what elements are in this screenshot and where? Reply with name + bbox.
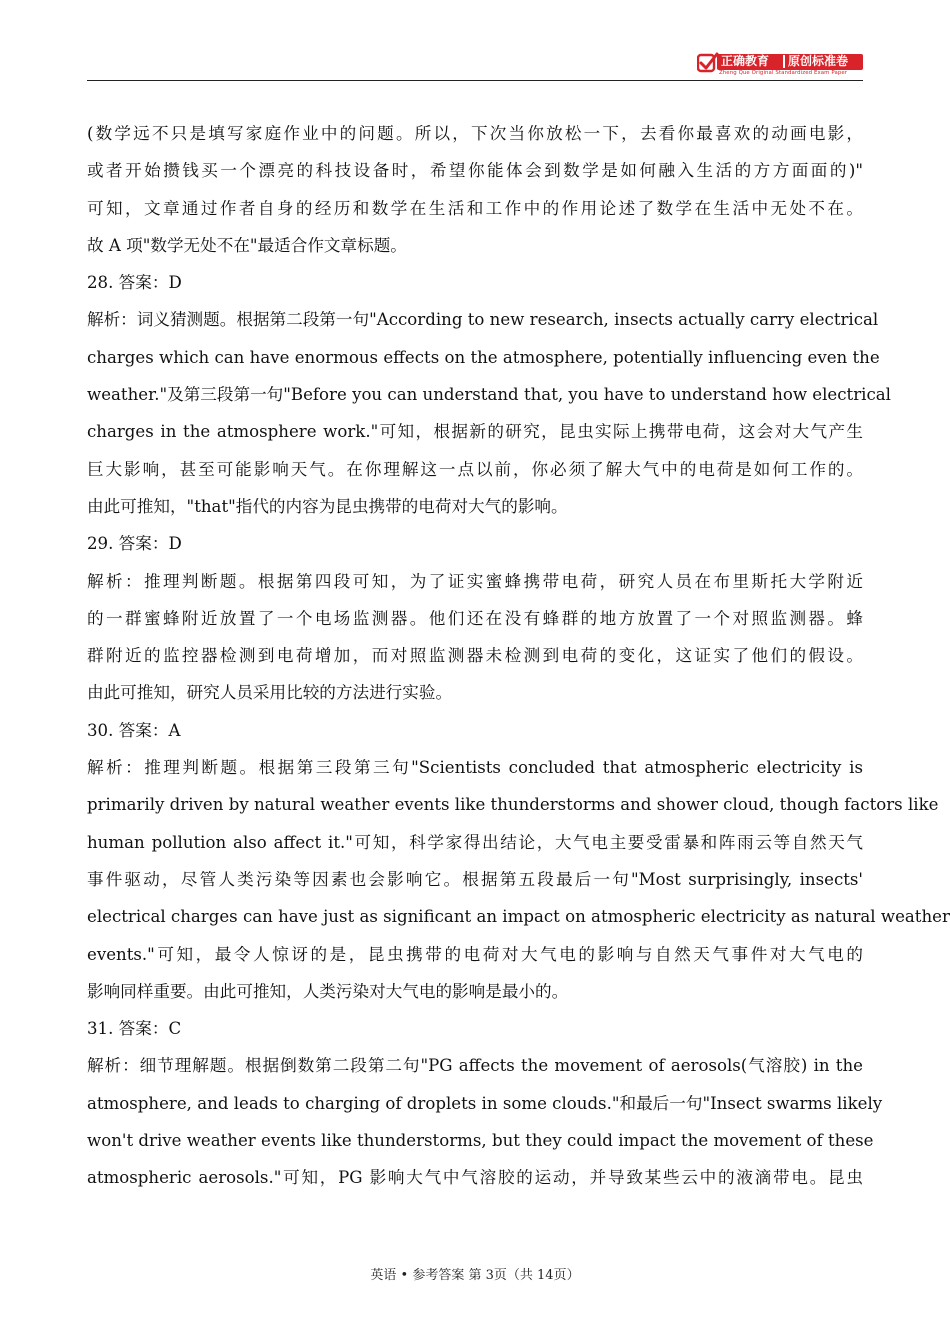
- text-line: 或者开始攒钱买一个漂亮的科技设备时，希望你能体会到数学是如何融入生活的方方面面的)": [87, 161, 863, 181]
- publisher-logo: [697, 52, 863, 78]
- text-line: charges which can have enormous effects on the atmosphere, potentially influencing even the: [87, 347, 880, 367]
- answer-heading-30: 30. 答案：A: [87, 720, 181, 740]
- text-line: 由此可推知，"that"指代的内容为昆虫携带的电荷对大气的影响。: [87, 496, 568, 516]
- text-line: won't drive weather events like thunderstorms, but they could impact the movement of these: [87, 1131, 874, 1151]
- text-line: primarily driven by natural weather events like thunderstorms and shower cloud, though factors like: [87, 795, 939, 815]
- logo-name: 正确教育: [721, 54, 770, 68]
- text-line: 的一群蜜蜂附近放置了一个电场监测器。他们还在没有蜂群的地方放置了一个对照监测器。蜂: [87, 608, 863, 628]
- text-line: 事件驱动，尽管人类污染等因素也会影响它。根据第五段最后一句"Most surprisingly, insects': [87, 869, 863, 889]
- answer-heading-28: 28. 答案：D: [87, 273, 182, 293]
- text-line: 巨大影响，甚至可能影响天气。在你理解这一点以前，你必须了解大气中的电荷是如何工作的。: [87, 459, 863, 479]
- text-line: 可知，文章通过作者自身的经历和数学在生活和工作中的作用论述了数学在生活中无处不在。: [87, 198, 863, 218]
- logo-slogan: 原创标准卷: [788, 54, 849, 68]
- text-line: 解析：细节理解题。根据倒数第二段第二句"PG affects the movement of aerosols(气溶胶) in the: [87, 1056, 863, 1076]
- text-line: electrical charges can have just as significant an impact on atmospheric electricity as natural weather: [87, 907, 950, 927]
- logo-divider: [783, 55, 785, 68]
- text-line: 影响同样重要。由此可推知，人类污染对大气电的影响是最小的。: [87, 981, 569, 1001]
- header-rule: [87, 80, 863, 81]
- text-line: charges in the atmosphere work."可知，根据新的研究，昆虫实际上携带电荷，这会对大气产生: [87, 422, 863, 442]
- logo-subtitle: Zheng Que Original Standardized Exam Paper: [719, 70, 848, 76]
- page-footer: 英语 • 参考答案 第 3页（共 14页）: [370, 1268, 580, 1283]
- checkmark-icon: [697, 52, 719, 74]
- text-line: weather."及第三段第一句"Before you can understand that, you have to understand how electrical: [87, 385, 891, 405]
- answer-heading-31: 31. 答案：C: [87, 1019, 182, 1039]
- text-line: 解析：推理判断题。根据第四段可知，为了证实蜜蜂携带电荷，研究人员在布里斯托大学附近: [87, 571, 863, 591]
- answer-heading-29: 29. 答案：D: [87, 534, 182, 554]
- text-line: atmosphere, and leads to charging of droplets in some clouds."和最后一句"Insect swarms likely: [87, 1093, 883, 1113]
- text-line: 故 A 项"数学无处不在"最适合作文章标题。: [87, 235, 407, 255]
- answer-text: [87, 115, 950, 1197]
- text-line: 群附近的监控器检测到电荷增加，而对照监测器未检测到电荷的变化，这证实了他们的假设。: [87, 646, 863, 666]
- text-line: (数学远不只是填写家庭作业中的问题。所以，下次当你放松一下，去看你最喜欢的动画电影，: [87, 124, 863, 143]
- text-line: 解析：推理判断题。根据第三段第三句"Scientists concluded that atmospheric electricity is: [87, 758, 863, 778]
- text-line: atmospheric aerosols."可知，PG 影响大气中气溶胶的运动，并导致某些云中的液滴带电。昆虫: [87, 1168, 863, 1188]
- text-line: human pollution also affect it."可知，科学家得出结论，大气电主要受雷暴和阵雨云等自然天气: [87, 832, 863, 852]
- text-line: 由此可推知，研究人员采用比较的方法进行实验。: [87, 683, 453, 703]
- text-line: events."可知，最令人惊讶的是，昆虫携带的电荷对大气电的影响与自然天气事件对大气电的: [87, 944, 863, 964]
- text-line: 解析：词义猜测题。根据第二段第一句"According to new research, insects actually carry electrical: [87, 310, 879, 330]
